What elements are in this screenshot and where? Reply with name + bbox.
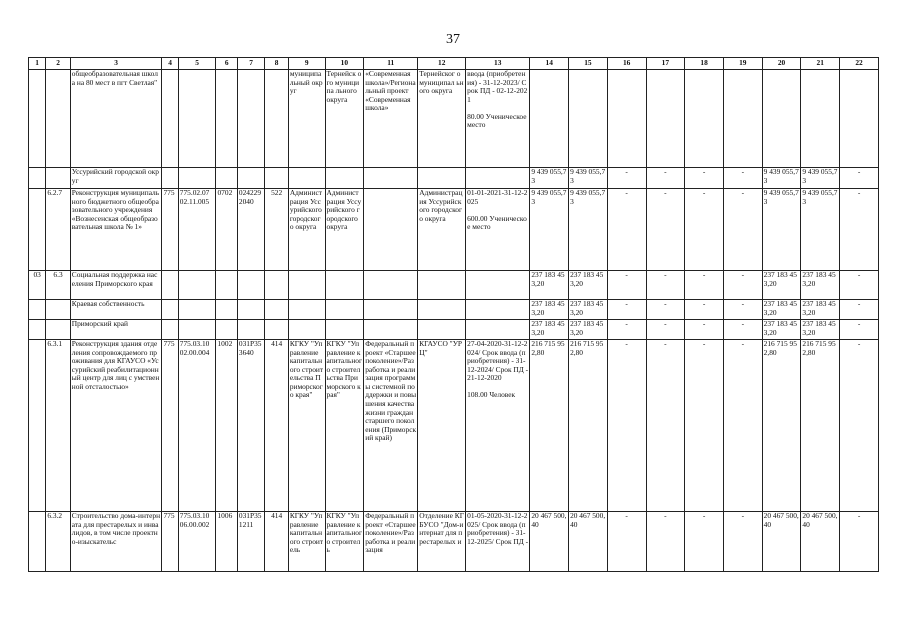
table-cell: 20 467 500,40 [801,512,840,572]
table-cell [364,189,418,271]
table-cell [265,271,288,300]
table-cell: 031P35 1211 [237,512,265,572]
column-number: 10 [325,58,364,70]
table-cell [530,70,569,168]
column-number: 22 [840,58,879,70]
column-number-row [29,58,879,70]
table-cell: - [685,512,724,572]
table-row [29,512,879,572]
table-cell: - [607,340,646,512]
table-cell: Администрация Уссурийского городского округа [288,189,325,271]
table-cell [216,300,237,320]
table-cell: 237 183 453,20 [530,300,569,320]
table-cell [364,300,418,320]
table-cell: 237 183 453,20 [762,300,801,320]
table-cell [178,70,216,168]
table-cell [29,512,46,572]
table-cell [265,320,288,340]
table-cell [607,70,646,168]
table-cell: 775.03.10 06.00.002 [178,512,216,572]
table-cell: - [723,300,762,320]
table-cell: - [723,168,762,189]
table-cell [801,70,840,168]
column-number: 20 [762,58,801,70]
table-cell: 522 [265,189,288,271]
table-row [29,320,879,340]
table-cell: - [840,300,879,320]
column-number: 11 [364,58,418,70]
table-cell [237,300,265,320]
table-cell [325,320,364,340]
table-cell: 27-04-2020-31-12-2024/ Срок ввода (приобретения) - 31-12-2024/ Срок ПД - 21-12-2020 108.00 Человек [466,340,530,512]
table-cell [237,168,265,189]
table-cell [216,168,237,189]
table-cell [178,271,216,300]
table-cell [162,300,178,320]
table-cell [29,320,46,340]
column-number: 5 [178,58,216,70]
table-cell [418,300,466,320]
table-cell [265,168,288,189]
table-cell: - [646,340,685,512]
table-cell: - [723,320,762,340]
table-cell [216,320,237,340]
table-cell [646,70,685,168]
table-cell: 6.3.1 [46,340,70,512]
table-cell: 9 439 055,73 [569,168,608,189]
table-cell [46,70,70,168]
table-cell: - [685,168,724,189]
table-cell: Реконструкция здания отделения сопровождаемого проживания для КГАУСО «Уссурийский реабилитационный центр для лиц с умственной отсталостью» [70,340,162,512]
table-row [29,168,879,189]
column-number: 12 [418,58,466,70]
table-cell [288,300,325,320]
table-cell: - [840,168,879,189]
table-row [29,271,879,300]
table-cell [418,168,466,189]
budget-table [28,57,879,572]
table-cell: 024229 2040 [237,189,265,271]
table-cell: 414 [265,512,288,572]
column-number: 19 [723,58,762,70]
table-cell [685,70,724,168]
table-cell: - [646,168,685,189]
table-cell: Краевая собственность [70,300,162,320]
table-cell: - [607,271,646,300]
table-cell: «Современная школа»/Региональный проект «Современная школа» [364,70,418,168]
table-cell: 775 [162,512,178,572]
table-cell [325,271,364,300]
table-cell: 237 183 453,20 [801,300,840,320]
table-cell: - [840,271,879,300]
table-row [29,340,879,512]
table-cell: - [685,340,724,512]
table-cell [569,70,608,168]
table-cell: 216 715 952,80 [569,340,608,512]
table-cell: 9 439 055,73 [762,168,801,189]
table-cell: 216 715 952,80 [801,340,840,512]
table-cell: - [723,189,762,271]
table-cell: 6.2.7 [46,189,70,271]
table-cell [237,271,265,300]
table-cell [29,300,46,320]
table-cell: 237 183 453,20 [762,320,801,340]
table-cell [265,70,288,168]
column-number: 14 [530,58,569,70]
column-number: 8 [265,58,288,70]
table-cell: 9 439 055,73 [569,189,608,271]
table-cell: - [723,271,762,300]
table-cell: 1006 [216,512,237,572]
table-cell [418,271,466,300]
table-cell: 237 183 453,20 [569,271,608,300]
table-cell [46,320,70,340]
column-number: 17 [646,58,685,70]
table-cell: - [685,189,724,271]
table-cell [418,320,466,340]
column-number: 1 [29,58,46,70]
table-cell: 237 183 453,20 [801,271,840,300]
column-number: 2 [46,58,70,70]
table-cell: 775 [162,189,178,271]
table-cell: 775 [162,340,178,512]
table-cell: Уссурийский городской округ [70,168,162,189]
column-number: 3 [70,58,162,70]
table-cell: - [646,300,685,320]
table-cell: 237 183 453,20 [530,271,569,300]
table-cell: - [685,271,724,300]
table-cell [364,271,418,300]
column-number: 13 [466,58,530,70]
table-cell: 9 439 055,73 [762,189,801,271]
table-cell [723,70,762,168]
table-cell: - [646,320,685,340]
table-cell [237,70,265,168]
column-number: 18 [685,58,724,70]
table-cell: 237 183 453,20 [569,300,608,320]
table-cell: Социальная поддержка населения Приморского края [70,271,162,300]
table-cell: Реконструкция муниципального бюджетного общеобразовательного учреждения «Вознесенская общеобразовательная школа № 1» [70,189,162,271]
table-cell: 9 439 055,73 [530,168,569,189]
table-cell: 20 467 500,40 [569,512,608,572]
table-cell: 1002 [216,340,237,512]
table-cell [466,320,530,340]
table-cell: Отделение КГБУСО "Дом-интернат для престарелых и [418,512,466,572]
table-cell: - [723,340,762,512]
table-cell [178,168,216,189]
table-row [29,300,879,320]
table-cell [216,70,237,168]
table-cell [288,168,325,189]
table-cell [162,271,178,300]
table-cell: 031P35 3640 [237,340,265,512]
table-cell [216,271,237,300]
table-cell: 9 439 055,73 [801,189,840,271]
column-number: 4 [162,58,178,70]
column-number: 15 [569,58,608,70]
table-cell: - [840,189,879,271]
table-cell: Администрация Уссурийского городского округа [418,189,466,271]
table-cell: - [646,512,685,572]
table-cell: - [646,271,685,300]
table-cell: 6.3 [46,271,70,300]
table-cell: КГКУ "Управление капитального строитель [288,512,325,572]
table-cell: - [607,168,646,189]
table-cell: КГАУСО "УРЦ" [418,340,466,512]
table-cell [29,70,46,168]
table-row [29,189,879,271]
table-cell [325,300,364,320]
table-cell: - [607,320,646,340]
table-cell [162,168,178,189]
table-cell: Тернейског о муниципал ьного округа [418,70,466,168]
table-cell: - [607,189,646,271]
table-cell [46,168,70,189]
table-cell: муниципа льный округ [288,70,325,168]
table-cell [288,320,325,340]
table-cell: - [723,512,762,572]
column-number: 6 [216,58,237,70]
table-cell: 9 439 055,73 [530,189,569,271]
table-cell [46,300,70,320]
table-cell: - [840,340,879,512]
table-cell [162,70,178,168]
table-cell: ввода (приобретения) - 31-12-2023/ Срок ПД - 02-12-2021 80.00 Ученическое место [466,70,530,168]
table-cell: 20 467 500,40 [530,512,569,572]
table-cell: 237 183 453,20 [762,271,801,300]
table-cell: 20 467 500,40 [762,512,801,572]
table-row [29,70,879,168]
table-cell: 775.02.07 02.11.005 [178,189,216,271]
table-cell: - [840,320,879,340]
table-cell [762,70,801,168]
table-cell: 237 183 453,20 [801,320,840,340]
table-cell: 414 [265,340,288,512]
table-cell: - [840,512,879,572]
table-cell: КГКУ "Управление капитального строительства Приморского края" [288,340,325,512]
table-cell: 6.3.2 [46,512,70,572]
table-cell: Приморский край [70,320,162,340]
table-cell [466,300,530,320]
table-cell: 9 439 055,73 [801,168,840,189]
table-cell [29,340,46,512]
table-cell: - [646,189,685,271]
table-cell: КГКУ "Управление капитального строитель [325,512,364,572]
table-cell [325,168,364,189]
table-cell [364,168,418,189]
table-cell [29,189,46,271]
table-cell [265,300,288,320]
table-cell: Федеральный проект «Старшее поколение»/Разработка и реализация [364,512,418,572]
table-cell: 01-01-2021-31-12-2025 600.00 Ученическое место [466,189,530,271]
table-cell: 237 183 453,20 [530,320,569,340]
table-cell [466,271,530,300]
table-cell: - [607,512,646,572]
table-cell: 03 [29,271,46,300]
table-cell: 216 715 952,80 [530,340,569,512]
table-cell: Строительство дома-интерната для престарелых и инвалидов, в том числе проектно-изыскательс [70,512,162,572]
table-cell [178,300,216,320]
table-cell: Федеральный проект «Старшее поколение»/Разработка и реализация программы системной поддержки и повышения качества жизни граждан старшего поколения (Приморский край) [364,340,418,512]
table-cell: КГКУ "Управление капитального строительства Приморского края" [325,340,364,512]
column-number: 9 [288,58,325,70]
table-cell [162,320,178,340]
table-cell: - [607,300,646,320]
table-cell: - [685,320,724,340]
table-cell: общеобразовательная школа на 80 мест в пгт Светлая" [70,70,162,168]
table-cell: 775.03.10 02.00.004 [178,340,216,512]
table-cell [178,320,216,340]
table-cell [364,320,418,340]
column-number: 16 [607,58,646,70]
table-cell: 0702 [216,189,237,271]
table-cell: 01-05-2020-31-12-2025/ Срок ввода (приобретения) - 31-12-2025/ Срок ПД - [466,512,530,572]
table-cell [840,70,879,168]
column-number: 7 [237,58,265,70]
table-cell: - [685,300,724,320]
page-number: 37 [446,32,460,47]
table-cell [29,168,46,189]
table-cell: Администрация Уссурийского городского округа [325,189,364,271]
table-cell: 237 183 453,20 [569,320,608,340]
table-cell [237,320,265,340]
column-number: 21 [801,58,840,70]
table-cell: Тернейск ого муниципа льного округа [325,70,364,168]
table-cell: 216 715 952,80 [762,340,801,512]
table-cell [288,271,325,300]
table-cell [466,168,530,189]
